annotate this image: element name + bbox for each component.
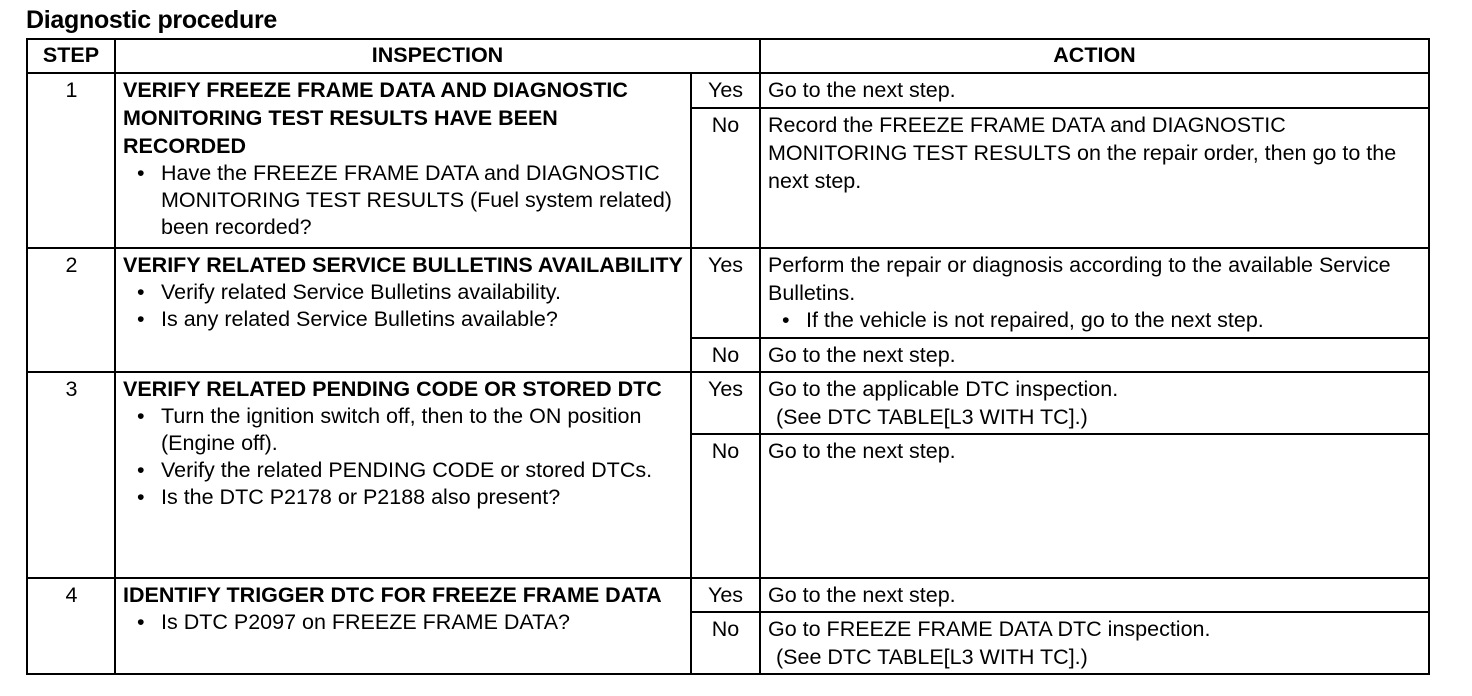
yes-action-text: Perform the repair or diagnosis according to the available Service Bulletins. bbox=[768, 253, 1391, 305]
inspection-heading: VERIFY FREEZE FRAME DATA AND DIAGNOSTIC MONITORING TEST RESULTS HAVE BEEN RECORDED bbox=[123, 78, 628, 158]
inspection-heading: VERIFY RELATED SERVICE BULLETINS AVAILABILITY bbox=[123, 253, 683, 277]
no-action: Record the FREEZE FRAME DATA and DIAGNOSTIC MONITORING TEST RESULTS on the repair order, then go to the next step. bbox=[760, 108, 1429, 248]
no-action-text: Go to FREEZE FRAME DATA DTC inspection. bbox=[768, 617, 1211, 641]
yes-action-bullet: • If the vehicle is not repaired, go to the next step. bbox=[768, 307, 1422, 334]
diagnostic-table bbox=[26, 38, 1430, 675]
table-row bbox=[27, 372, 1429, 434]
yes-action-text: Go to the applicable DTC inspection. bbox=[768, 377, 1119, 401]
inspection-heading: IDENTIFY TRIGGER DTC FOR FREEZE FRAME DATA bbox=[123, 583, 662, 607]
inspection-bullets bbox=[123, 160, 684, 241]
page-title: Diagnostic procedure bbox=[26, 6, 277, 34]
no-label: No bbox=[691, 612, 760, 674]
inspection-bullets bbox=[123, 403, 684, 511]
yes-action: Go to the next step. bbox=[760, 578, 1429, 612]
yes-action bbox=[760, 248, 1429, 338]
inspection-heading: VERIFY RELATED PENDING CODE OR STORED DTC bbox=[123, 377, 662, 401]
list-item: • Is the DTC P2178 or P2188 also present? bbox=[123, 484, 684, 511]
step-number: 2 bbox=[27, 248, 115, 372]
table-header-row bbox=[27, 39, 1429, 73]
step-number: 4 bbox=[27, 578, 115, 674]
inspection-cell bbox=[115, 248, 691, 372]
list-item: • Have the FREEZE FRAME DATA and DIAGNOSTIC MONITORING TEST RESULTS (Fuel system related) been recorded? bbox=[123, 160, 684, 241]
inspection-bullets bbox=[123, 609, 684, 636]
no-label: No bbox=[691, 338, 760, 372]
yes-label: Yes bbox=[691, 578, 760, 612]
header-inspection: INSPECTION bbox=[115, 39, 760, 73]
yes-action: Go to the next step. bbox=[760, 73, 1429, 108]
list-item: • Verify related Service Bulletins availability. bbox=[123, 279, 684, 306]
table-row bbox=[27, 73, 1429, 108]
step-number: 3 bbox=[27, 372, 115, 578]
no-action-note: (See DTC TABLE[L3 WITH TC].) bbox=[776, 645, 1088, 669]
inspection-cell bbox=[115, 578, 691, 674]
yes-action-note: (See DTC TABLE[L3 WITH TC].) bbox=[776, 405, 1088, 429]
step-number: 1 bbox=[27, 73, 115, 248]
table-row bbox=[27, 248, 1429, 338]
yes-label: Yes bbox=[691, 248, 760, 338]
header-step: STEP bbox=[27, 39, 115, 73]
table-row bbox=[27, 578, 1429, 612]
list-item: • Turn the ignition switch off, then to the ON position (Engine off). bbox=[123, 403, 684, 457]
no-label: No bbox=[691, 434, 760, 578]
no-label: No bbox=[691, 108, 760, 248]
list-item: • Is any related Service Bulletins available? bbox=[123, 306, 684, 333]
no-action: Go to the next step. bbox=[760, 434, 1429, 578]
header-action: ACTION bbox=[760, 39, 1429, 73]
no-action bbox=[760, 612, 1429, 674]
yes-action bbox=[760, 372, 1429, 434]
yes-label: Yes bbox=[691, 372, 760, 434]
no-action: Go to the next step. bbox=[760, 338, 1429, 372]
inspection-cell bbox=[115, 372, 691, 578]
inspection-cell bbox=[115, 73, 691, 248]
inspection-bullets bbox=[123, 279, 684, 333]
yes-label: Yes bbox=[691, 73, 760, 108]
list-item: • Verify the related PENDING CODE or stored DTCs. bbox=[123, 457, 684, 484]
list-item: • Is DTC P2097 on FREEZE FRAME DATA? bbox=[123, 609, 684, 636]
